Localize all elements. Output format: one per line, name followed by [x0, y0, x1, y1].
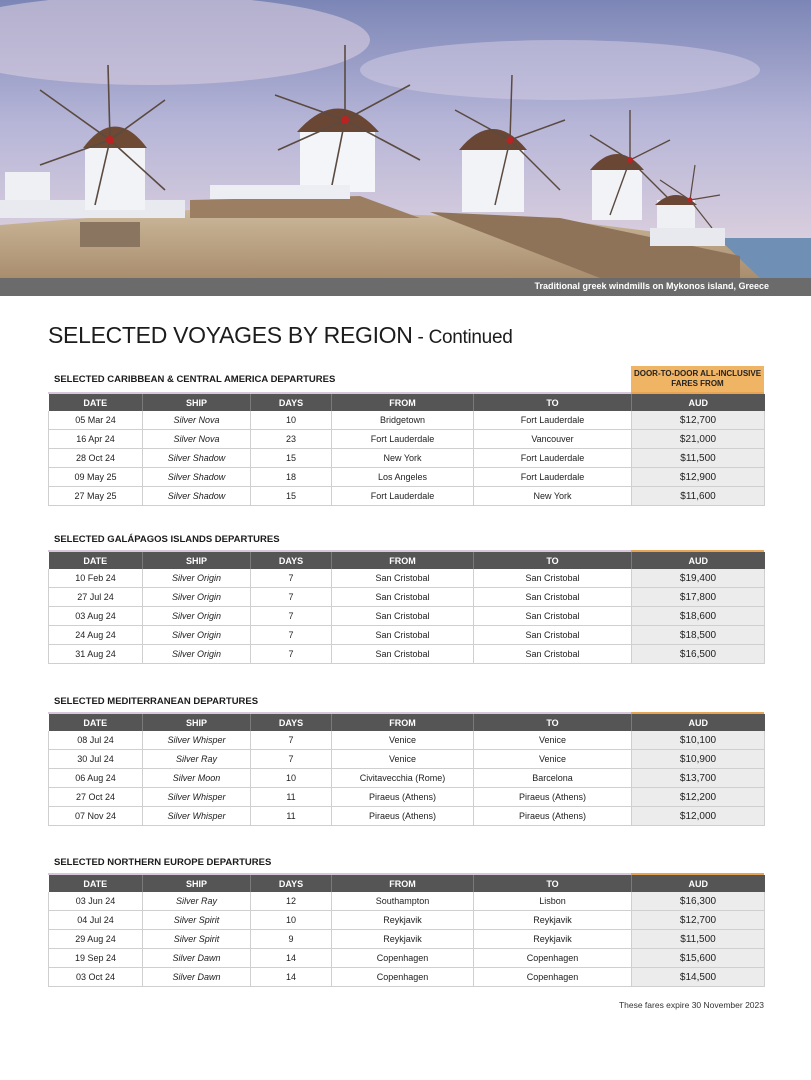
table-row [49, 487, 765, 506]
col-days: DAYS [251, 552, 332, 569]
cell-ship: Silver Origin [143, 569, 251, 588]
caption-bar [0, 278, 811, 296]
cell-date: 10 Feb 24 [49, 569, 143, 588]
col-to: TO [474, 552, 632, 569]
cell-ship: Silver Shadow [143, 487, 251, 506]
col-from: FROM [332, 875, 474, 892]
cell-to: Fort Lauderdale [474, 411, 632, 430]
cell-date: 03 Aug 24 [49, 607, 143, 626]
cell-ship: Silver Origin [143, 588, 251, 607]
cell-ship: Silver Origin [143, 607, 251, 626]
cell-days: 14 [251, 968, 332, 987]
cell-from: San Cristobal [332, 645, 474, 664]
table-row [49, 468, 765, 487]
table-row [49, 930, 765, 949]
table-row [49, 607, 765, 626]
cell-date: 27 May 25 [49, 487, 143, 506]
col-aud: AUD [632, 394, 765, 411]
windmills-photo [0, 0, 811, 278]
cell-from: Copenhagen [332, 968, 474, 987]
cell-price: $11,500 [632, 930, 765, 949]
cell-price: $18,500 [632, 626, 765, 645]
cell-ship: Silver Dawn [143, 949, 251, 968]
cell-price: $16,500 [632, 645, 765, 664]
departures-table [48, 394, 765, 506]
table-row [49, 911, 765, 930]
cell-to: Vancouver [474, 430, 632, 449]
cell-from: Los Angeles [332, 468, 474, 487]
section-title: SELECTED MEDITERRANEAN DEPARTURES [54, 696, 259, 707]
cell-days: 23 [251, 430, 332, 449]
table-row [49, 769, 765, 788]
cell-to: Venice [474, 750, 632, 769]
table-header-row [49, 875, 765, 892]
cell-date: 07 Nov 24 [49, 807, 143, 826]
cell-from: Venice [332, 750, 474, 769]
page-title-main: SELECTED VOYAGES BY REGION [48, 322, 413, 348]
cell-to: San Cristobal [474, 588, 632, 607]
col-from: FROM [332, 714, 474, 731]
cell-to: San Cristobal [474, 607, 632, 626]
cell-date: 06 Aug 24 [49, 769, 143, 788]
cell-from: San Cristobal [332, 569, 474, 588]
cell-ship: Silver Moon [143, 769, 251, 788]
cell-ship: Silver Spirit [143, 911, 251, 930]
cell-price: $14,500 [632, 968, 765, 987]
cell-price: $17,800 [632, 588, 765, 607]
cell-ship: Silver Whisper [143, 807, 251, 826]
departures-table [48, 714, 765, 826]
fares-badge: DOOR-TO-DOOR ALL-INCLUSIVE FARES FROM [631, 366, 764, 392]
cell-price: $10,900 [632, 750, 765, 769]
cell-price: $10,100 [632, 731, 765, 750]
col-days: DAYS [251, 875, 332, 892]
table-row [49, 569, 765, 588]
cell-days: 11 [251, 807, 332, 826]
cell-days: 7 [251, 750, 332, 769]
table-row [49, 750, 765, 769]
cell-days: 10 [251, 411, 332, 430]
cell-date: 03 Oct 24 [49, 968, 143, 987]
cell-ship: Silver Origin [143, 645, 251, 664]
cell-to: Fort Lauderdale [474, 449, 632, 468]
cell-from: Reykjavik [332, 930, 474, 949]
cell-to: Piraeus (Athens) [474, 807, 632, 826]
cell-days: 7 [251, 607, 332, 626]
cell-from: Reykjavik [332, 911, 474, 930]
cell-from: Civitavecchia (Rome) [332, 769, 474, 788]
table-row [49, 731, 765, 750]
table-row [49, 449, 765, 468]
cell-to: New York [474, 487, 632, 506]
cell-from: Piraeus (Athens) [332, 807, 474, 826]
cell-from: San Cristobal [332, 626, 474, 645]
cell-to: Copenhagen [474, 949, 632, 968]
col-date: DATE [49, 714, 143, 731]
cell-price: $13,700 [632, 769, 765, 788]
cell-days: 7 [251, 645, 332, 664]
cell-date: 24 Aug 24 [49, 626, 143, 645]
cell-date: 09 May 25 [49, 468, 143, 487]
cell-days: 9 [251, 930, 332, 949]
cell-days: 14 [251, 949, 332, 968]
cell-to: Reykjavik [474, 930, 632, 949]
cell-ship: Silver Whisper [143, 731, 251, 750]
table-row [49, 892, 765, 911]
cell-price: $11,600 [632, 487, 765, 506]
cell-ship: Silver Nova [143, 430, 251, 449]
cell-date: 05 Mar 24 [49, 411, 143, 430]
col-date: DATE [49, 552, 143, 569]
cell-date: 30 Jul 24 [49, 750, 143, 769]
col-date: DATE [49, 875, 143, 892]
cell-from: Bridgetown [332, 411, 474, 430]
cell-ship: Silver Whisper [143, 788, 251, 807]
page-title [48, 322, 513, 349]
cell-days: 10 [251, 769, 332, 788]
departures-table [48, 875, 765, 987]
cell-days: 7 [251, 731, 332, 750]
cell-from: New York [332, 449, 474, 468]
col-aud: AUD [632, 552, 765, 569]
cell-price: $12,200 [632, 788, 765, 807]
cell-date: 27 Oct 24 [49, 788, 143, 807]
col-days: DAYS [251, 394, 332, 411]
table-row [49, 968, 765, 987]
cell-date: 04 Jul 24 [49, 911, 143, 930]
table-row [49, 626, 765, 645]
table-row [49, 411, 765, 430]
cell-days: 18 [251, 468, 332, 487]
table-header-row [49, 552, 765, 569]
page-title-continued: - Continued [412, 327, 513, 348]
cell-ship: Silver Shadow [143, 449, 251, 468]
col-to: TO [474, 394, 632, 411]
cell-to: Reykjavik [474, 911, 632, 930]
cell-to: Lisbon [474, 892, 632, 911]
col-to: TO [474, 875, 632, 892]
cell-price: $19,400 [632, 569, 765, 588]
table-header-row [49, 714, 765, 731]
col-date: DATE [49, 394, 143, 411]
col-ship: SHIP [143, 714, 251, 731]
col-from: FROM [332, 394, 474, 411]
section-title: SELECTED NORTHERN EUROPE DEPARTURES [54, 857, 272, 868]
cell-date: 08 Jul 24 [49, 731, 143, 750]
cell-from: San Cristobal [332, 588, 474, 607]
cell-from: Piraeus (Athens) [332, 788, 474, 807]
cell-from: Southampton [332, 892, 474, 911]
image-caption: Traditional greek windmills on Mykonos island, Greece [534, 281, 769, 291]
cell-price: $12,900 [632, 468, 765, 487]
cell-price: $16,300 [632, 892, 765, 911]
cell-ship: Silver Nova [143, 411, 251, 430]
cell-days: 7 [251, 588, 332, 607]
cell-from: Venice [332, 731, 474, 750]
cell-price: $12,000 [632, 807, 765, 826]
col-ship: SHIP [143, 394, 251, 411]
cell-ship: Silver Ray [143, 892, 251, 911]
cell-days: 15 [251, 449, 332, 468]
cell-from: Fort Lauderdale [332, 430, 474, 449]
cell-date: 31 Aug 24 [49, 645, 143, 664]
hero-image [0, 0, 811, 278]
cell-days: 7 [251, 569, 332, 588]
cell-price: $15,600 [632, 949, 765, 968]
col-to: TO [474, 714, 632, 731]
cell-to: San Cristobal [474, 626, 632, 645]
cell-days: 15 [251, 487, 332, 506]
col-days: DAYS [251, 714, 332, 731]
cell-price: $18,600 [632, 607, 765, 626]
table-row [49, 949, 765, 968]
section-title: SELECTED CARIBBEAN & CENTRAL AMERICA DEPARTURES [54, 374, 336, 385]
table-row [49, 588, 765, 607]
cell-price: $12,700 [632, 911, 765, 930]
table-row [49, 788, 765, 807]
cell-ship: Silver Ray [143, 750, 251, 769]
cell-date: 16 Apr 24 [49, 430, 143, 449]
cell-date: 28 Oct 24 [49, 449, 143, 468]
cell-to: Barcelona [474, 769, 632, 788]
cell-to: Venice [474, 731, 632, 750]
cell-ship: Silver Dawn [143, 968, 251, 987]
cell-date: 29 Aug 24 [49, 930, 143, 949]
cell-date: 27 Jul 24 [49, 588, 143, 607]
cell-ship: Silver Shadow [143, 468, 251, 487]
fares-expiry-note: These fares expire 30 November 2023 [618, 1000, 764, 1010]
cell-from: San Cristobal [332, 607, 474, 626]
col-aud: AUD [632, 714, 765, 731]
section-title: SELECTED GALÁPAGOS ISLANDS DEPARTURES [54, 534, 280, 545]
cell-date: 19 Sep 24 [49, 949, 143, 968]
cell-days: 11 [251, 788, 332, 807]
col-aud: AUD [632, 875, 765, 892]
cell-to: Copenhagen [474, 968, 632, 987]
cell-to: Fort Lauderdale [474, 468, 632, 487]
cell-to: San Cristobal [474, 569, 632, 588]
table-row [49, 807, 765, 826]
cell-price: $12,700 [632, 411, 765, 430]
cell-to: San Cristobal [474, 645, 632, 664]
departures-table [48, 552, 765, 664]
table-header-row [49, 394, 765, 411]
cell-from: Fort Lauderdale [332, 487, 474, 506]
table-row [49, 645, 765, 664]
col-from: FROM [332, 552, 474, 569]
cell-days: 12 [251, 892, 332, 911]
cell-date: 03 Jun 24 [49, 892, 143, 911]
cell-from: Copenhagen [332, 949, 474, 968]
cell-price: $21,000 [632, 430, 765, 449]
cell-price: $11,500 [632, 449, 765, 468]
cell-days: 7 [251, 626, 332, 645]
cell-ship: Silver Origin [143, 626, 251, 645]
cell-days: 10 [251, 911, 332, 930]
table-row [49, 430, 765, 449]
cell-to: Piraeus (Athens) [474, 788, 632, 807]
col-ship: SHIP [143, 875, 251, 892]
col-ship: SHIP [143, 552, 251, 569]
cell-ship: Silver Spirit [143, 930, 251, 949]
